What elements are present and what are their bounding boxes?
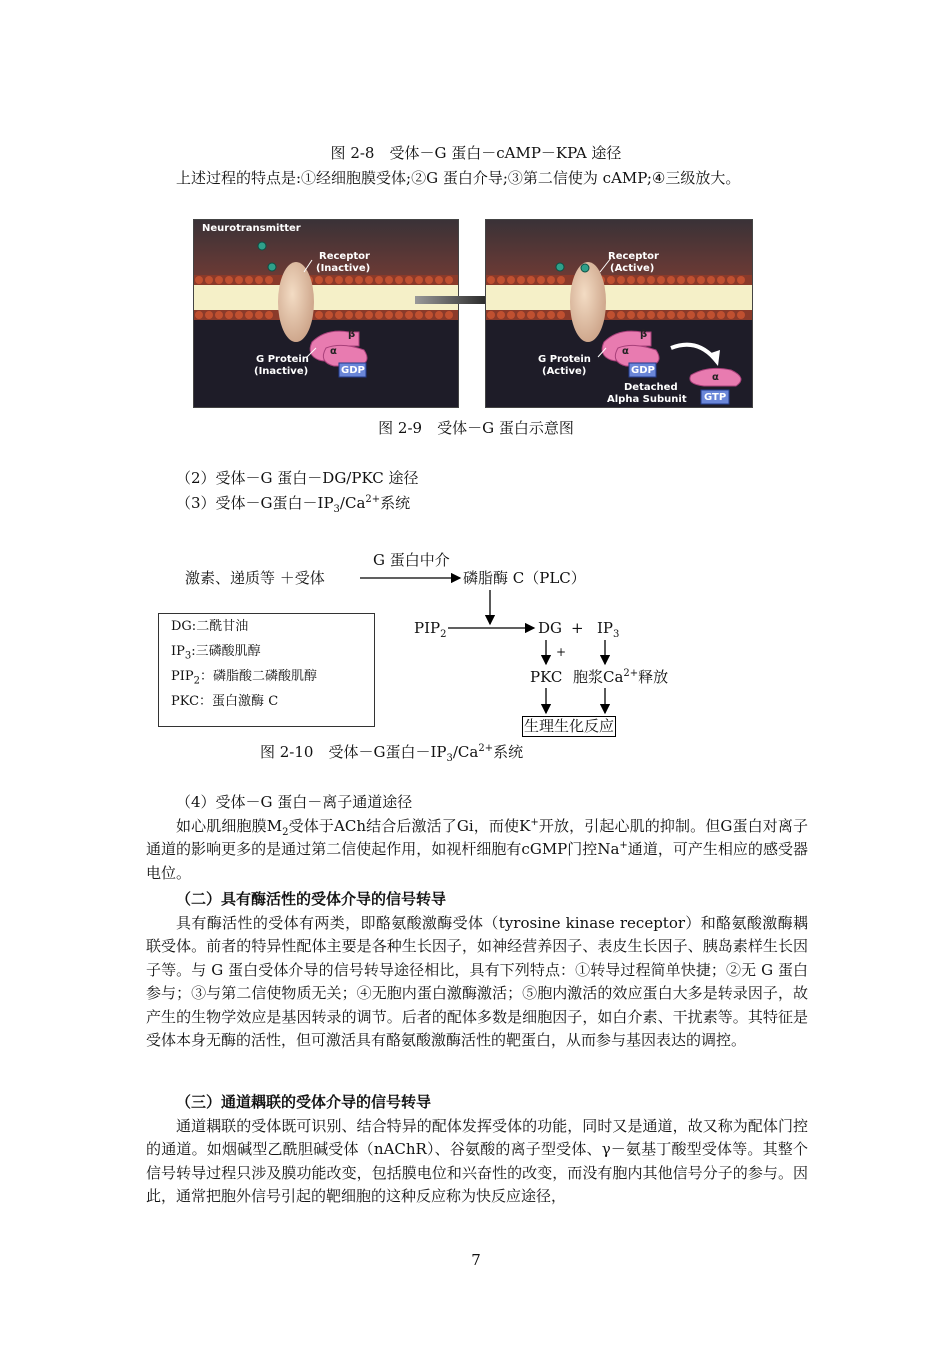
enzyme-receptor-body: 具有酶活性的受体有两类，即酪氨酸激酶受体（tyrosine kinase receptor）和酪氨酸激酶耦联受体。前者的特异性配体主要是各种生长因子，如神经营养因子、表皮生长因子、胰岛素样生长因子等。与 G 蛋白受体介导的信号转导途径相比，具有下列特点：①转导过程简单快捷；②无 G 蛋白参与；③与第二信使物质无关；④无胞内蛋白激酶激活；⑤胞内激活的效应蛋白大多是转录因子，故产生的生物学效应是基因转录的调节。后者的配体多数是细胞因子，如白介素、干扰素等。其特征是受体本身无酶的活性，但可激活具有酪氨酸激酶活性的靶蛋白，从而参与基因表达的调控。 xyxy=(146,914,808,1050)
plus-label: + xyxy=(571,619,584,637)
fig210-caption: 图 2-10 受体－G蛋白$-IP_3/Ca^{2+}$系统 xyxy=(260,743,524,764)
section4-title: （4）受体－G 蛋白－离子通道途径 xyxy=(176,793,413,811)
receptor-state-label: (Inactive) xyxy=(316,263,371,274)
page-number: 7 xyxy=(471,1251,481,1269)
alpha-label: α xyxy=(622,346,629,357)
alpha-label: α xyxy=(330,346,337,357)
plc-label: 磷脂酶 C（PLC） xyxy=(463,569,586,587)
gprotein-label: G Protein xyxy=(538,354,591,365)
gtp-label: GTP xyxy=(704,392,727,403)
beta-label: β xyxy=(640,329,648,340)
neurotransmitter-label: Neurotransmitter xyxy=(202,223,301,234)
calcium-release-label: 胞浆$Ca^{2+}$释放 xyxy=(573,668,669,686)
pkc-label: PKC xyxy=(530,668,563,686)
physiological-response-box: 生理生化反应 xyxy=(524,717,615,735)
detached-label: Detached xyxy=(624,382,678,393)
beta-label: β xyxy=(348,329,356,340)
gprotein-state-label: (Active) xyxy=(542,366,587,377)
gprotein-state-label: (Inactive) xyxy=(254,366,309,377)
legend-ip3: $IP_3$:三磷酸肌醇 xyxy=(171,644,261,662)
section4-body: 如心肌细胞膜$M_2$受体于ACh结合后激活了Gi，而使K+开放，引起心肌的抑制。但G蛋白对离子通道的影响更多的是通过第二信使起作用，如视杆细胞有cGMP门控Na+通道，可产生相应的感受器电位。 xyxy=(146,817,808,882)
channel-receptor-body: 通道耦联的受体既可识别、结合特异的配体发挥受体的功能，同时又是通道，故又称为配体门控的通道。如烟碱型乙酰胆碱受体（nAChR）、谷氨酸的离子型受体、γ－氨基丁酸型受体等。其整个信号转导过程只涉及膜功能改变，包括膜电位和兴奋性的改变，而没有胞内其他信号分子的参与。因此，通常把胞外信号引起的靶细胞的这种反应称为快反应途径， xyxy=(146,1117,808,1206)
fig28-summary: 上述过程的特点是:①经细胞膜受体;②G 蛋白介导;③第二信使为 cAMP;④三级放大。 xyxy=(176,169,741,187)
abbreviation-legend xyxy=(158,613,375,727)
gdp-label: GDP xyxy=(631,365,655,376)
hormone-receptor-label: 激素、递质等 ＋受体 xyxy=(185,569,325,587)
gdp-label: GDP xyxy=(341,365,365,376)
detached-alpha-label: α xyxy=(712,372,719,383)
dg-label: DG xyxy=(538,619,563,637)
activation-plus-label: + xyxy=(556,645,567,659)
legend-pip2: $PIP_2$：磷脂酸二磷酸肌醇 xyxy=(171,669,318,687)
channel-receptor-heading: （三）通道耦联的受体介导的信号转导 xyxy=(176,1093,432,1111)
ip3-label: $IP_3$ xyxy=(597,619,620,640)
fig28-caption: 图 2-8 受体－G 蛋白－cAMP－KPA 途径 xyxy=(330,144,622,162)
pip2-label: $PIP_2$ xyxy=(414,619,447,640)
receptor-state-label: (Active) xyxy=(610,263,655,274)
enzyme-receptor-heading: （二）具有酶活性的受体介导的信号转导 xyxy=(176,890,447,908)
legend-pkc: PKC：蛋白激酶 C xyxy=(171,694,279,709)
legend-dg: DG:二酰甘油 xyxy=(171,619,249,634)
pathway-ip3-ca: （3）受体－G蛋白$-IP_3/Ca^{2+}$系统 xyxy=(176,494,411,515)
fig29-caption: 图 2-9 受体－G 蛋白示意图 xyxy=(378,419,574,437)
g-protein-mediated-label: G 蛋白中介 xyxy=(373,551,450,569)
gprotein-label: G Protein xyxy=(256,354,309,365)
receptor-label: Receptor xyxy=(608,251,659,262)
alpha-subunit-label: Alpha Subunit xyxy=(607,394,687,405)
pathway-dg-pkc: （2）受体－G 蛋白－DG/PKC 途径 xyxy=(176,469,419,487)
receptor-label: Receptor xyxy=(319,251,370,262)
